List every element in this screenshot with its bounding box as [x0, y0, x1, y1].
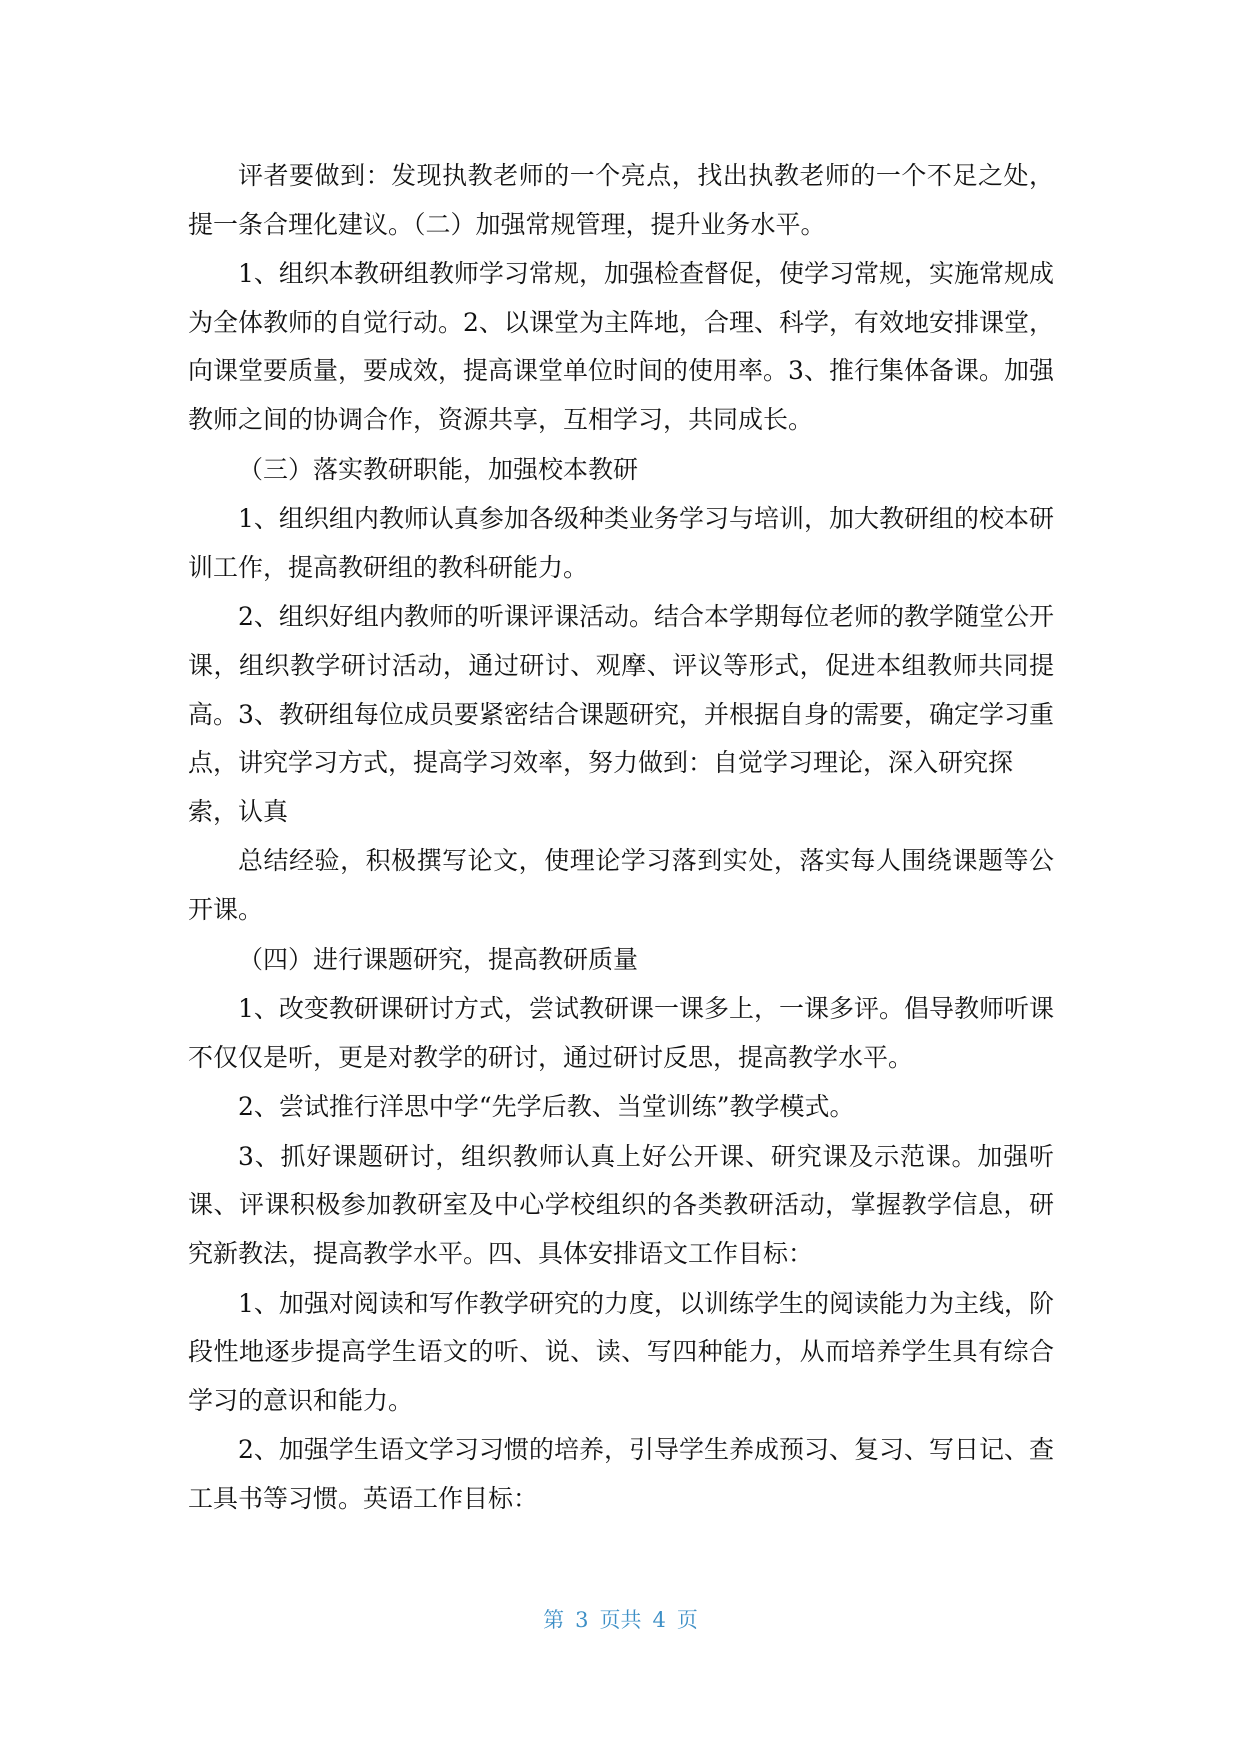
text-line: 1、改变教研课研讨方式，尝试教研课一课多上，一课多评。倡导教师听课: [238, 994, 1054, 1024]
text-line: 1、组织本教研组教师学习常规，加强检查督促，使学习常规，实施常规成: [238, 259, 1054, 289]
paragraph: [188, 152, 1054, 249]
paragraph: [188, 1280, 1054, 1426]
page-label-middle: 页共: [599, 1608, 642, 1632]
paragraph: [188, 250, 1054, 444]
text-line: 2、加强学生语文学习习惯的培养，引导学生养成预习、复习、写日记、查: [238, 1435, 1054, 1465]
text-line: 教师之间的协调合作，资源共享，互相学习，共同成长。: [188, 404, 814, 434]
text-line: 高。3、教研组每位成员要紧密结合课题研究，并根据自身的需要，确定学习重: [188, 699, 1054, 729]
paragraph: [188, 593, 1054, 836]
text-line: 2、组织好组内教师的听课评课活动。结合本学期每位老师的教学随堂公开: [238, 602, 1054, 632]
text-line: 开课。: [188, 894, 264, 924]
text-line: 1、组织组内教师认真参加各级种类业务学习与培训，加大教研组的校本研: [238, 504, 1054, 534]
paragraph: [188, 1426, 1054, 1523]
paragraph: [188, 1083, 1054, 1132]
text-line: 究新教法，提高教学水平。四、具体安排语文工作目标：: [188, 1239, 814, 1269]
paragraph: [188, 495, 1054, 592]
text-line: 1、加强对阅读和写作教学研究的力度，以训练学生的阅读能力为主线，阶: [238, 1288, 1054, 1318]
text-line: 总结经验，积极撰写论文，使理论学习落到实处，落实每人围绕课题等公: [238, 846, 1054, 876]
text-line: 2、尝试推行洋思中学“先学后教、当堂训练”教学模式。: [238, 1092, 855, 1122]
paragraph: [188, 985, 1054, 1082]
text-line: 段性地逐步提高学生语文的听、说、读、写四种能力，从而培养学生具有综合: [188, 1337, 1054, 1367]
text-line: 为全体教师的自觉行动。2、以课堂为主阵地，合理、科学，有效地安排课堂，: [188, 307, 1054, 337]
text-line: 学习的意识和能力。: [188, 1385, 414, 1415]
text-line: 提一条合理化建议。（二）加强常规管理，提升业务水平。: [188, 209, 826, 239]
section-heading: [188, 446, 1054, 495]
document-body: [188, 152, 1054, 1525]
paragraph: [188, 1133, 1054, 1279]
page-label-suffix: 页: [676, 1608, 698, 1632]
text-line: 课，组织教学研讨活动，通过研讨、观摩、评议等形式，促进本组教师共同提: [188, 650, 1054, 680]
current-page-number: 3: [575, 1608, 589, 1632]
text-line: 点，讲究学习方式，提高学习效率，努力做到：自觉学习理论，深入研究探: [188, 748, 1014, 778]
total-pages-number: 4: [652, 1608, 666, 1632]
text-line: （四）进行课题研究，提高教研质量: [238, 944, 639, 974]
paragraph: [188, 837, 1054, 934]
text-line: 3、抓好课题研讨，组织教师认真上好公开课、研究课及示范课。加强听: [238, 1141, 1054, 1171]
text-line: 训工作，提高教研组的教科研能力。: [188, 552, 589, 582]
text-line: 不仅仅是听，更是对教学的研讨，通过研讨反思，提高教学水平。: [188, 1042, 914, 1072]
text-line: 工具书等习惯。英语工作目标：: [188, 1484, 539, 1514]
text-line: 向课堂要质量，要成效，提高课堂单位时间的使用率。3、推行集体备课。加强: [188, 356, 1054, 386]
page-footer: [0, 1604, 1241, 1636]
text-line: 课、评课积极参加教研室及中心学校组织的各类教研活动，掌握教学信息，研: [188, 1190, 1054, 1220]
text-line: 索，认真: [188, 796, 289, 826]
text-line: （三）落实教研职能，加强校本教研: [238, 454, 639, 484]
section-heading: [188, 936, 1054, 985]
page-label-prefix: 第: [543, 1608, 565, 1632]
text-line: 评者要做到：发现执教老师的一个亮点，找出执教老师的一个不足之处，: [238, 161, 1054, 190]
